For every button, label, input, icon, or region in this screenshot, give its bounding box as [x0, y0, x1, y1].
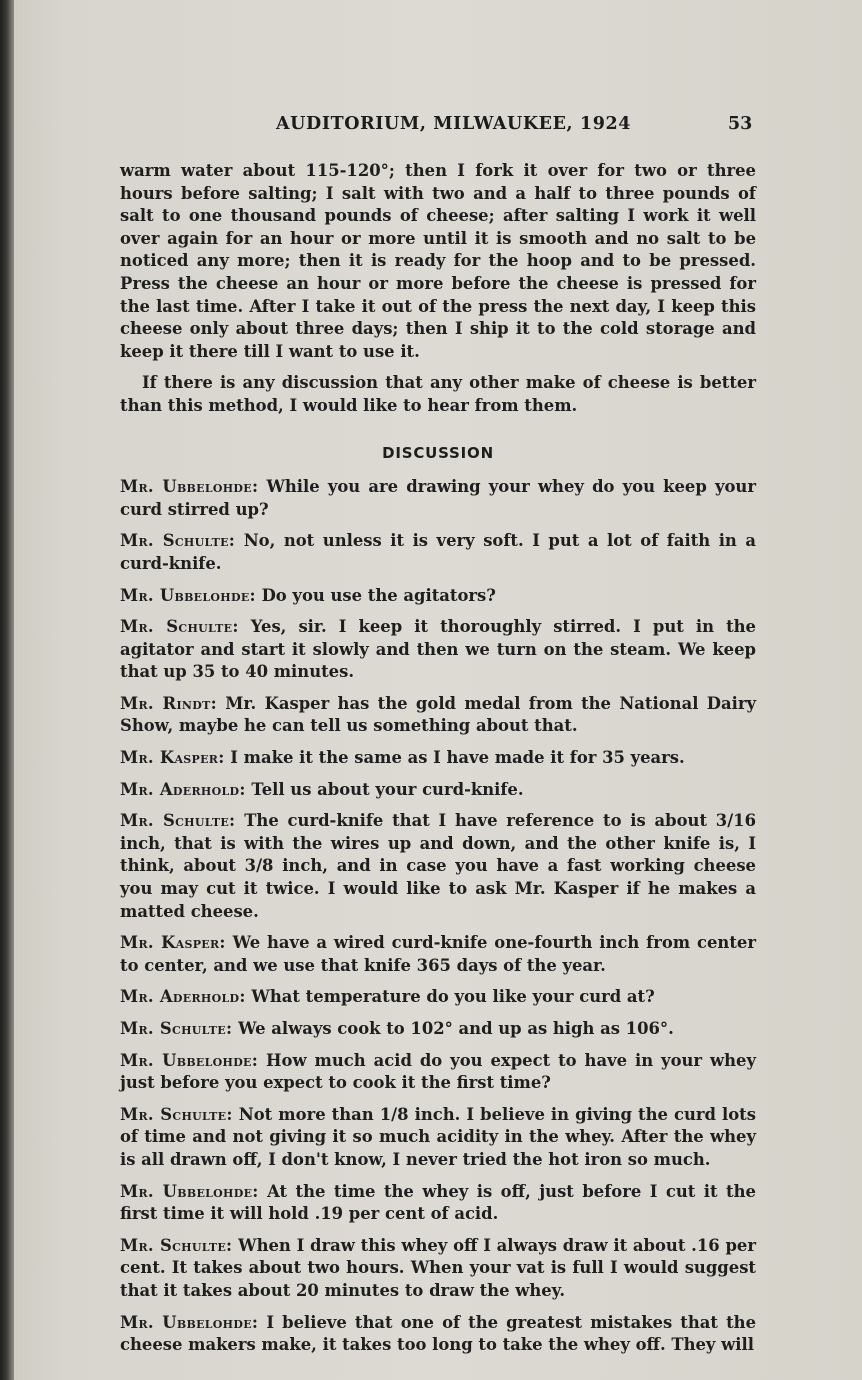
speaker-name: Mr. Schulte: — [120, 617, 239, 637]
discussion-exchange — [120, 1235, 756, 1303]
discussion-exchange — [120, 1050, 756, 1095]
discussion-exchange — [120, 810, 756, 923]
speech-text: I believe that one of the greatest mistakes that the cheese makers make, it takes too long to take the whey off. They will — [120, 1312, 756, 1355]
page-number: 53 — [728, 114, 753, 134]
speech-text: We always cook to 102° and up as high as 106°. — [238, 1019, 674, 1038]
discussion-exchange — [120, 986, 756, 1009]
discussion-exchange — [120, 616, 756, 684]
speech-text: The curd-knife that I have reference to is about 3/16 inch, that is with the wires up and down, and the other knife is, I think, about 3/8 inch, and in case you have a fast working cheese you may cut it twice. I would like to ask Mr. Kasper if he makes a matted cheese. — [120, 811, 756, 921]
speaker-name: Mr. Ubbelohde: — [120, 1312, 259, 1332]
speech-text: When I draw this whey off I always draw it about .16 per cent. It takes about two hours. When your vat is full I would suggest that it takes about 20 minutes to draw the whey. — [120, 1235, 756, 1300]
discussion-exchange — [120, 932, 756, 977]
speech-text: What temperature do you like your curd at? — [251, 987, 655, 1007]
discussion-exchange — [120, 1181, 756, 1226]
discussion-exchange — [120, 530, 756, 575]
speaker-name: Mr. Schulte: — [120, 1104, 233, 1124]
discussion-exchange — [120, 476, 756, 521]
speaker-name: Mr. Schulte: — [120, 1019, 233, 1038]
speech-text: I make it the same as I have made it for 35 years. — [230, 748, 685, 768]
speech-text: Tell us about your curd-knife. — [251, 779, 524, 799]
speaker-name: Mr. Aderhold: — [120, 987, 246, 1007]
running-head: AUDITORIUM, MILWAUKEE, 1924 — [276, 114, 632, 134]
speaker-name: Mr. Ubbelohde: — [120, 585, 256, 605]
discussion-exchange — [120, 747, 756, 770]
discussion-exchange — [120, 585, 756, 608]
page-header — [0, 114, 862, 138]
discussion-exchange — [120, 1018, 756, 1041]
page-body — [120, 160, 756, 1366]
speech-text: Yes, sir. I keep it thoroughly stirred. I put in the agitator and start it slowly and then we turn on the steam. We keep that up 35 to 40 minutes. — [120, 617, 756, 682]
speaker-name: Mr. Kasper: — [120, 748, 225, 768]
speaker-name: Mr. Aderhold: — [120, 779, 246, 799]
closing-paragraph: If there is any discussion that any other make of cheese is better than this method, I would like to hear from them. — [120, 373, 756, 415]
speaker-name: Mr. Schulte: — [120, 1235, 233, 1255]
speech-text: While you are drawing your whey do you keep your curd stirred up? — [120, 477, 756, 519]
speech-text: Do you use the agitators? — [261, 585, 496, 605]
speech-text: We have a wired curd-knife one-fourth inch from center to center, and we use that knife 365 days of the year. — [120, 933, 756, 975]
opening-paragraph: warm water about 115-120°; then I fork it over for two or three hours before salting; I salt with two and a half to three pounds of salt to one thousand pounds of cheese; after salting I work it well over again for an hour or more until it is smooth and no salt to be noticed any more; then it is ready for the hoop and to be pressed. Press the cheese an hour or more before the cheese is pressed for the last time. After I take it out of the press the next day, I keep this cheese only about three days; then I ship it to the cold storage and keep it there till I want to use it. — [120, 161, 756, 361]
speech-text: No, not unless it is very soft. I put a lot of faith in a curd-knife. — [120, 531, 756, 573]
speech-text: At the time the whey is off, just before I cut it the first time it will hold .19 per cent of acid. — [120, 1181, 756, 1224]
discussion-exchange — [120, 1104, 756, 1172]
book-binding-edge — [0, 0, 14, 1380]
discussion-exchange — [120, 693, 756, 738]
speaker-name: Mr. Ubbelohde: — [120, 1050, 259, 1070]
discussion-exchanges — [120, 476, 756, 1357]
discussion-exchange — [120, 779, 756, 802]
speech-text: Not more than 1/8 inch. I believe in giving the curd lots of time and not giving it so much acidity in the whey. After the whey is all drawn off, I don't know, I never tried the hot iron so much. — [120, 1104, 756, 1169]
discussion-heading: DISCUSSION — [382, 443, 494, 462]
speaker-name: Mr. Kasper: — [120, 933, 226, 953]
speaker-name: Mr. Schulte: — [120, 531, 236, 551]
speaker-name: Mr. Ubbelohde: — [120, 477, 259, 497]
speaker-name: Mr. Ubbelohde: — [120, 1181, 259, 1201]
speaker-name: Mr. Rindt: — [120, 693, 217, 713]
speaker-name: Mr. Schulte: — [120, 811, 236, 831]
speech-text: How much acid do you expect to have in your whey just before you expect to cook it the first time? — [120, 1050, 756, 1093]
discussion-exchange — [120, 1312, 756, 1357]
speech-text: Mr. Kasper has the gold medal from the National Dairy Show, maybe he can tell us something about that. — [120, 693, 756, 736]
